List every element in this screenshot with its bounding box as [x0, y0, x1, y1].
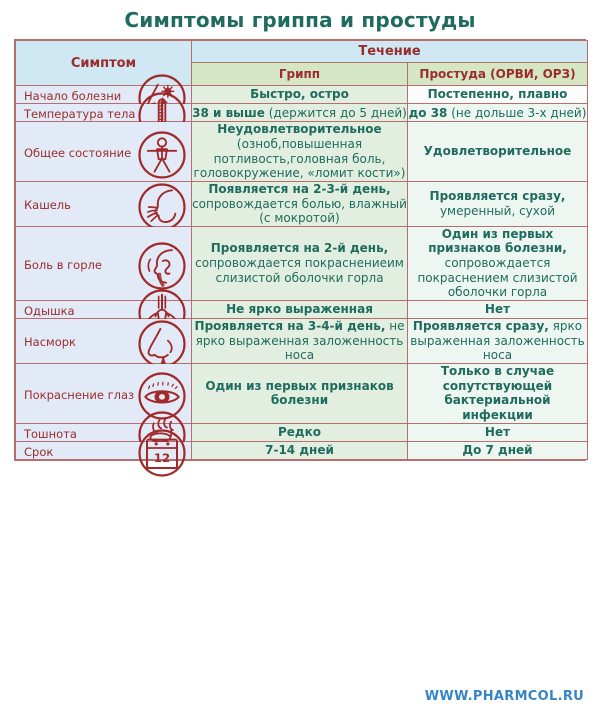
symptom-cell-inner	[16, 143, 191, 160]
symptom-cell-inner	[16, 332, 191, 349]
comparison-table-wrapper	[14, 39, 587, 466]
cold-cell	[408, 104, 588, 122]
sore-throat-head-icon	[137, 241, 187, 291]
cold-cell	[408, 86, 588, 104]
flu-cell	[192, 300, 408, 318]
table-row	[16, 364, 588, 424]
flu-cell	[192, 441, 408, 459]
table-row	[16, 122, 588, 182]
flu-cell	[192, 181, 408, 226]
symptom-label: Срок	[24, 444, 54, 459]
cold-cell-primary-text: Только в случае сопутствующей бактериальной инфекции	[440, 364, 555, 422]
symptom-label: Одышка	[24, 303, 75, 318]
flu-cell-primary-text: Проявляется на 3-4-й день,	[194, 319, 386, 334]
cold-cell	[408, 300, 588, 318]
flu-cell-primary-text: Один из первых признаков болезни	[205, 378, 394, 408]
coughing-head-icon	[137, 182, 187, 232]
cold-cell-primary-text: До 7 дней	[462, 443, 533, 458]
table-row	[16, 226, 588, 300]
cold-cell	[408, 364, 588, 424]
site-watermark: WWW.PHARMCOL.RU	[424, 689, 584, 704]
header-cold: Простуда (ОРВИ, ОРЗ)	[408, 63, 588, 86]
table-row	[16, 104, 588, 122]
flu-cell	[192, 319, 408, 364]
flu-cell	[192, 104, 408, 122]
flu-cell-secondary-text: сопровождается покраснениеим слизистой оболочки горла	[195, 256, 404, 285]
header-symptom: Симптом	[16, 41, 192, 86]
cold-cell	[408, 423, 588, 441]
symptom-cell	[16, 104, 192, 122]
flu-cell-secondary-text: (озноб,повышенная потливость,головная боль, головокружение, «ломит кости»)	[193, 137, 406, 181]
cold-cell-primary-text: Проявляется сразу,	[412, 319, 549, 334]
table-header	[16, 41, 588, 86]
table-row	[16, 300, 588, 318]
cold-cell	[408, 122, 588, 182]
cold-cell-secondary-text: умеренный, сухой	[439, 203, 556, 218]
cold-cell	[408, 181, 588, 226]
symptom-label: Начало болезни	[24, 89, 122, 103]
flu-cell-primary-text: Неудовлетворительное	[217, 122, 382, 137]
table-row	[16, 86, 588, 104]
symptom-cell-inner	[16, 255, 191, 272]
table-body	[16, 86, 588, 466]
header-course: Течение	[192, 41, 588, 63]
table-row	[16, 441, 588, 459]
table-row	[16, 181, 588, 226]
symptom-cell	[16, 319, 192, 364]
flu-cell	[192, 86, 408, 104]
cold-cell	[408, 319, 588, 364]
page-title: Симптомы гриппа и простуды	[124, 8, 476, 32]
table-row	[16, 423, 588, 441]
calendar-icon	[137, 428, 187, 478]
cold-cell-primary-text: Проявляется сразу,	[429, 189, 566, 204]
flu-vs-cold-comparison-table	[15, 40, 588, 466]
body-figure-icon	[137, 130, 187, 180]
symptom-label: Температура тела	[24, 107, 136, 122]
table-row	[16, 319, 588, 364]
symptom-cell	[16, 181, 192, 226]
flu-cell-secondary-text: (держится до 5 дней)	[268, 105, 407, 120]
svg-text:12: 12	[153, 451, 171, 466]
cold-cell	[408, 441, 588, 459]
flu-cell-secondary-text: не ярко выраженная заложенность носа	[195, 319, 405, 363]
flu-cell-primary-text: 7-14 дней	[265, 443, 334, 458]
flu-cell-primary-text: Быстро, остро	[250, 87, 349, 102]
flu-cell	[192, 423, 408, 441]
symptom-cell	[16, 300, 192, 318]
cold-cell-primary-text: Удовлетворительное	[423, 144, 572, 159]
cold-cell-secondary-text: ярко выраженная заложенность носа	[410, 319, 585, 363]
flu-cell	[192, 122, 408, 182]
symptom-label: Насморк	[24, 335, 76, 350]
cold-cell-primary-text: до 38	[408, 105, 448, 120]
header-flu: Грипп	[192, 63, 408, 86]
symptom-cell	[16, 441, 192, 466]
table-header-row-top	[16, 41, 588, 63]
symptom-label: Боль в горле	[24, 257, 102, 272]
flu-cell-primary-text: Редко	[277, 424, 321, 439]
flu-cell	[192, 364, 408, 424]
symptom-cell	[16, 122, 192, 182]
flu-cell-primary-text: Не ярко выраженная	[226, 302, 373, 317]
symptom-cell-inner	[16, 195, 191, 212]
cold-cell	[408, 226, 588, 300]
cold-cell-primary-text: Один из первых признаков болезни,	[428, 226, 567, 256]
symptom-cell-inner	[16, 385, 191, 402]
flu-cell-primary-text: Появляется на 2-3-й день,	[208, 181, 391, 196]
runny-nose-icon	[137, 319, 187, 369]
symptom-cell-inner	[16, 104, 191, 121]
cold-cell-primary-text: Нет	[484, 424, 511, 439]
flu-cell-primary-text: 38 и выше	[192, 105, 265, 120]
flu-cell-primary-text: Проявляется на 2-й день,	[210, 241, 389, 256]
cold-cell-secondary-text: (не дольше 3-х дней)	[451, 105, 587, 120]
symptom-label: Тошнота	[24, 426, 77, 441]
cold-cell-primary-text: Нет	[484, 302, 511, 317]
symptom-cell-inner	[16, 301, 191, 318]
flu-cell	[192, 226, 408, 300]
symptom-cell-inner	[16, 442, 191, 466]
cold-cell-primary-text: Постепенно, плавно	[427, 87, 568, 102]
symptom-label: Покраснение глаз	[24, 387, 135, 402]
cold-cell-secondary-text: сопровождается покраснением слизистой оболочки горла	[417, 256, 578, 300]
symptom-label: Кашель	[24, 198, 71, 213]
flu-cell-secondary-text: сопровождается болью, влажный (с мокротой)	[192, 196, 407, 226]
symptom-label: Общее состояние	[24, 146, 132, 161]
